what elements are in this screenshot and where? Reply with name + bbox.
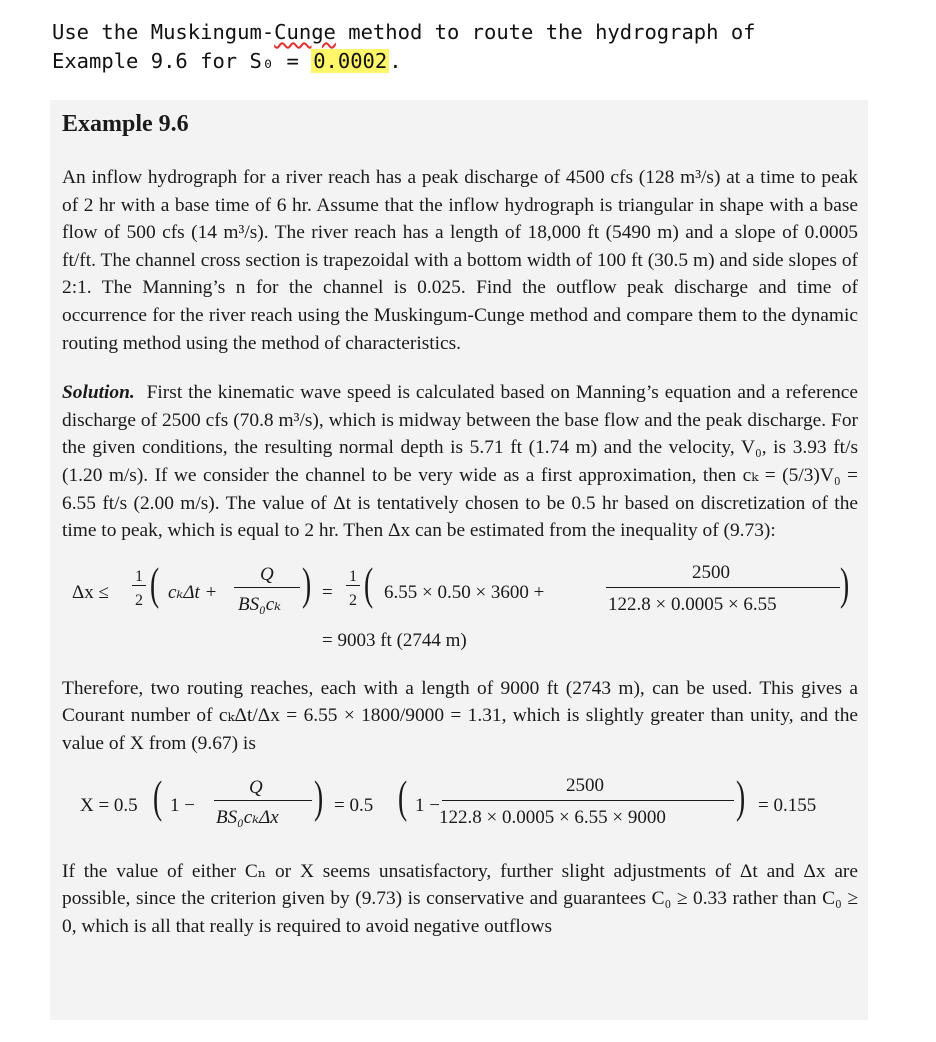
eq1-frac-denominator: BS₀cₖ [238,593,282,615]
question-line2-start: Example 9.6 for S₀ = [52,49,312,73]
solution-paragraph [62,379,858,545]
eq1-lhs: Δx ≤ [72,581,109,603]
solution-label: Solution. [62,382,135,404]
eq1-left-paren: ( [150,557,160,609]
eq1-numeric-term: 6.55 × 0.50 × 3600 + [384,581,545,603]
eq1-big-denominator: 122.8 × 0.0005 × 6.55 [608,593,777,615]
eq1-half-numerator-2: 1 [349,567,357,585]
eq1-big-numerator: 2500 [692,561,730,583]
eq1-left-paren-2: ( [364,557,374,609]
eq1-half-denominator-2: 2 [349,591,357,609]
equation-x-weighting [62,770,858,840]
textbook-excerpt [62,108,858,940]
eq2-frac-numerator: Q [249,776,263,798]
eq2-one-minus-2: 1 − [415,794,440,816]
eq1-half-numerator: 1 [135,567,143,585]
closing-paragraph: If the value of either Cₙ or X seems unsatisfactory, further slight adjustments of Δt and Δx are possible, since the criterion given by (9.73) is conservative and guarantees C₀ ≥ 0.33 rather than C₀ ≥ 0, which is all that really is required to avoid negative outflows [62,860,858,937]
eq2-left-paren: ( [153,770,163,822]
question-line2-end: . [389,49,402,73]
problem-paragraph: An inflow hydrograph for a river reach has a peak discharge of 4500 cfs (128 m³/s) at a time to peak of 2 hr with a base time of 6 hr. Assume that the inflow hydrograph is triangular in shape with a base flow of 500 cfs (14 m³/s). The river reach has a length of 18,000 ft (5490 m) and a slope of 0.0005 ft/ft. The channel cross section is trapezoidal with a bottom width of 100 ft (30.5 m) and side slopes of 2:1. The Manning’s n for the channel is 0.025. Find the outflow peak discharge and time of occurrence for the river reach using the Muskingum-Cunge method and compare them to the dynamic routing method using the method of characteristics. [62,167,858,354]
eq1-half-denominator: 2 [135,591,143,609]
spellcheck-word: Cunge [274,20,336,44]
eq1-equals: = [322,581,333,603]
therefore-paragraph: Therefore, two routing reaches, each with a length of 9000 ft (2743 m), can be used. This gives a Courant number of cₖΔt/Δx = 6.55 × 1800/9000 = 1.31, which is slightly greater than unity, and the value of X from (9.67) is [62,677,858,754]
eq2-one-minus: 1 − [170,794,195,816]
eq2-big-denominator: 122.8 × 0.0005 × 6.55 × 9000 [439,806,666,828]
question-line1-end: method to route the hydrograph of [335,20,756,44]
equation-dx-inequality [62,557,858,627]
solution-text: First the kinematic wave speed is calculated based on Manning’s equation and a reference discharge of 2500 cfs (70.8 m³/s), which is midway between the base flow and the peak discharge. For the given conditions, the resulting normal depth is 5.71 ft (1.74 m) and the velocity, V₀, is 3.93 ft/s (1.20 m/s). If we consider the channel to be very wide as a first approximation, then cₖ = (5/3)V₀ = 6.55 ft/s (2.00 m/s). The value of Δt is tentatively chosen to be 0.5 hr based on discretization of the time to peak, which is equal to 2 hr. Then Δx can be estimated from the inequality of (9.73): [62,382,858,542]
eq2-left-paren-2: ( [398,770,408,822]
eq2-result: = 0.155 [758,794,817,816]
eq2-lhs: X = 0.5 [80,794,138,816]
example-heading: Example 9.6 [62,111,189,137]
eq2-right-paren: ) [314,770,324,822]
question-line1-start: Use the Muskingum- [52,20,275,44]
eq2-right-paren-2: ) [736,770,746,822]
eq1-result: = 9003 ft (2744 m) [322,629,467,651]
eq2-big-numerator: 2500 [566,774,604,796]
eq1-term1: cₖΔt + [168,581,218,603]
eq1-frac-numerator: Q [260,563,274,585]
eq1-right-paren-2: ) [840,557,850,609]
highlighted-slope-value: 0.0002 [313,49,388,73]
question-text [52,18,912,76]
eq2-mid: = 0.5 [334,794,374,816]
eq2-frac-denominator: BS₀cₖΔx [216,806,279,828]
eq1-right-paren: ) [302,557,312,609]
